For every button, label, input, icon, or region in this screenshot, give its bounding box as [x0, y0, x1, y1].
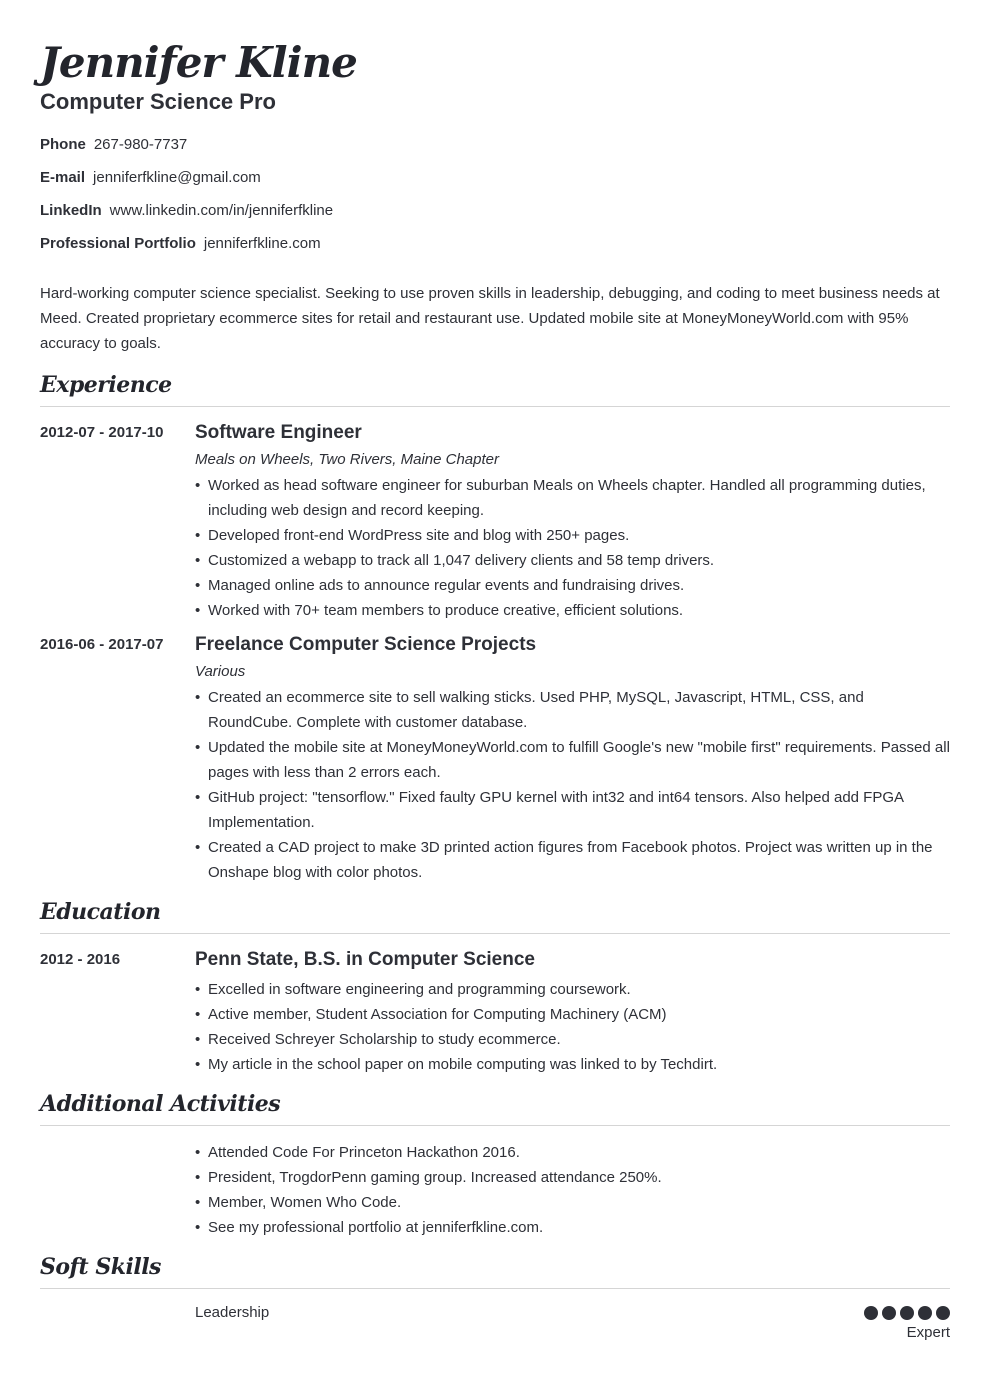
rating-dot: [936, 1306, 950, 1320]
list-item: • GitHub project: "tensorflow." Fixed faulty GPU kernel with int32 and int64 tensors. Also helped add FPGA Implementation.: [195, 785, 950, 835]
entry-organization: Meals on Wheels, Two Rivers, Maine Chapter: [195, 451, 499, 468]
contact-value[interactable]: jenniferfkline.com: [203, 235, 321, 252]
skill-rating-dots: [864, 1303, 950, 1320]
contact-email: [40, 169, 950, 187]
rating-dot: [882, 1306, 896, 1320]
education-section: [40, 897, 950, 1077]
list-item: • Active member, Student Association for Computing Machinery (ACM): [195, 1002, 950, 1027]
list-item: • Attended Code For Princeton Hackathon 2016.: [195, 1140, 950, 1165]
list-item: • Managed online ads to announce regular events and fundraising drives.: [195, 573, 950, 598]
entry-body: [195, 633, 950, 885]
activities-entry: [40, 1140, 950, 1240]
entry-date-empty: [40, 1140, 195, 1240]
entry-bullets: [195, 977, 950, 1077]
candidate-name: Jennifer Kline: [40, 38, 357, 87]
entry-body: [195, 948, 950, 1077]
experience-section: [40, 370, 950, 885]
skill-meter: [864, 1303, 950, 1343]
list-item: • Received Schreyer Scholarship to study ecommerce.: [195, 1027, 950, 1052]
job-title: Computer Science Pro: [40, 89, 276, 114]
activities-section: [40, 1089, 950, 1240]
entry-date: 2012 - 2016: [40, 951, 121, 968]
entry-date: 2016-06 - 2017-07: [40, 636, 164, 653]
contact-linkedin: [40, 202, 950, 220]
section-heading: Education: [40, 897, 950, 934]
entry-bullets: [195, 685, 950, 885]
contact-value[interactable]: www.linkedin.com/in/jenniferfkline: [109, 202, 334, 219]
list-item: • Developed front-end WordPress site and blog with 250+ pages.: [195, 523, 950, 548]
skill-level: Expert: [906, 1324, 950, 1341]
entry-role: Freelance Computer Science Projects: [195, 634, 537, 655]
soft-skills-section: [40, 1252, 950, 1343]
contact-list: [40, 136, 950, 253]
rating-dot: [864, 1306, 878, 1320]
experience-entry: [40, 421, 950, 623]
experience-entry: [40, 633, 950, 885]
section-heading: Additional Activities: [40, 1089, 950, 1126]
activities-bullets: [195, 1140, 950, 1240]
contact-portfolio: [40, 235, 950, 253]
education-entry: [40, 948, 950, 1077]
contact-label: Phone: [40, 136, 86, 153]
list-item: • Updated the mobile site at MoneyMoneyWorld.com to fulfill Google's new "mobile first" requirements. Passed all pages with less than 2 errors each.: [195, 735, 950, 785]
contact-label: E-mail: [40, 169, 86, 186]
skill-row: [195, 1303, 950, 1343]
list-item: • See my professional portfolio at jenniferfkline.com.: [195, 1215, 950, 1240]
list-item: • Created a CAD project to make 3D printed action figures from Facebook photos. Project was written up in the Onshape blog with color photos.: [195, 835, 950, 885]
profile-summary: Hard-working computer science specialist. Seeking to use proven skills in leadership, debugging, and coding to meet business needs at Meed. Created proprietary ecommerce sites for retail and restaurant use. Updated mobile site at MoneyMoneyWorld.com with 95% accuracy to goals.: [40, 285, 940, 352]
list-item: • Excelled in software engineering and programming coursework.: [195, 977, 950, 1002]
skill-name: Leadership: [195, 1304, 270, 1321]
rating-dot: [900, 1306, 914, 1320]
entry-organization: Various: [195, 663, 246, 680]
section-heading: Soft Skills: [40, 1252, 950, 1289]
entry-role: Software Engineer: [195, 422, 362, 443]
entry-date: 2012-07 - 2017-10: [40, 424, 164, 441]
section-heading: Experience: [40, 370, 950, 407]
contact-label: LinkedIn: [40, 202, 102, 219]
contact-phone: [40, 136, 950, 154]
entry-bullets: [195, 473, 950, 623]
entry-body: [195, 421, 950, 623]
list-item: • Customized a webapp to track all 1,047 delivery clients and 58 temp drivers.: [195, 548, 950, 573]
list-item: • My article in the school paper on mobile computing was linked to by Techdirt.: [195, 1052, 950, 1077]
list-item: • Worked as head software engineer for suburban Meals on Wheels chapter. Handled all programming duties, including web design and record keeping.: [195, 473, 950, 523]
list-item: • Created an ecommerce site to sell walking sticks. Used PHP, MySQL, Javascript, HTML, CSS, and RoundCube. Complete with customer database.: [195, 685, 950, 735]
rating-dot: [918, 1306, 932, 1320]
contact-value[interactable]: jenniferfkline@gmail.com: [93, 169, 261, 186]
entry-degree: Penn State, B.S. in Computer Science: [195, 949, 535, 970]
entry-body: [195, 1140, 950, 1240]
list-item: • President, TrogdorPenn gaming group. Increased attendance 250%.: [195, 1165, 950, 1190]
list-item: • Member, Women Who Code.: [195, 1190, 950, 1215]
contact-value[interactable]: 267-980-7737: [93, 136, 188, 153]
contact-label: Professional Portfolio: [40, 235, 196, 252]
list-item: • Worked with 70+ team members to produce creative, efficient solutions.: [195, 598, 950, 623]
